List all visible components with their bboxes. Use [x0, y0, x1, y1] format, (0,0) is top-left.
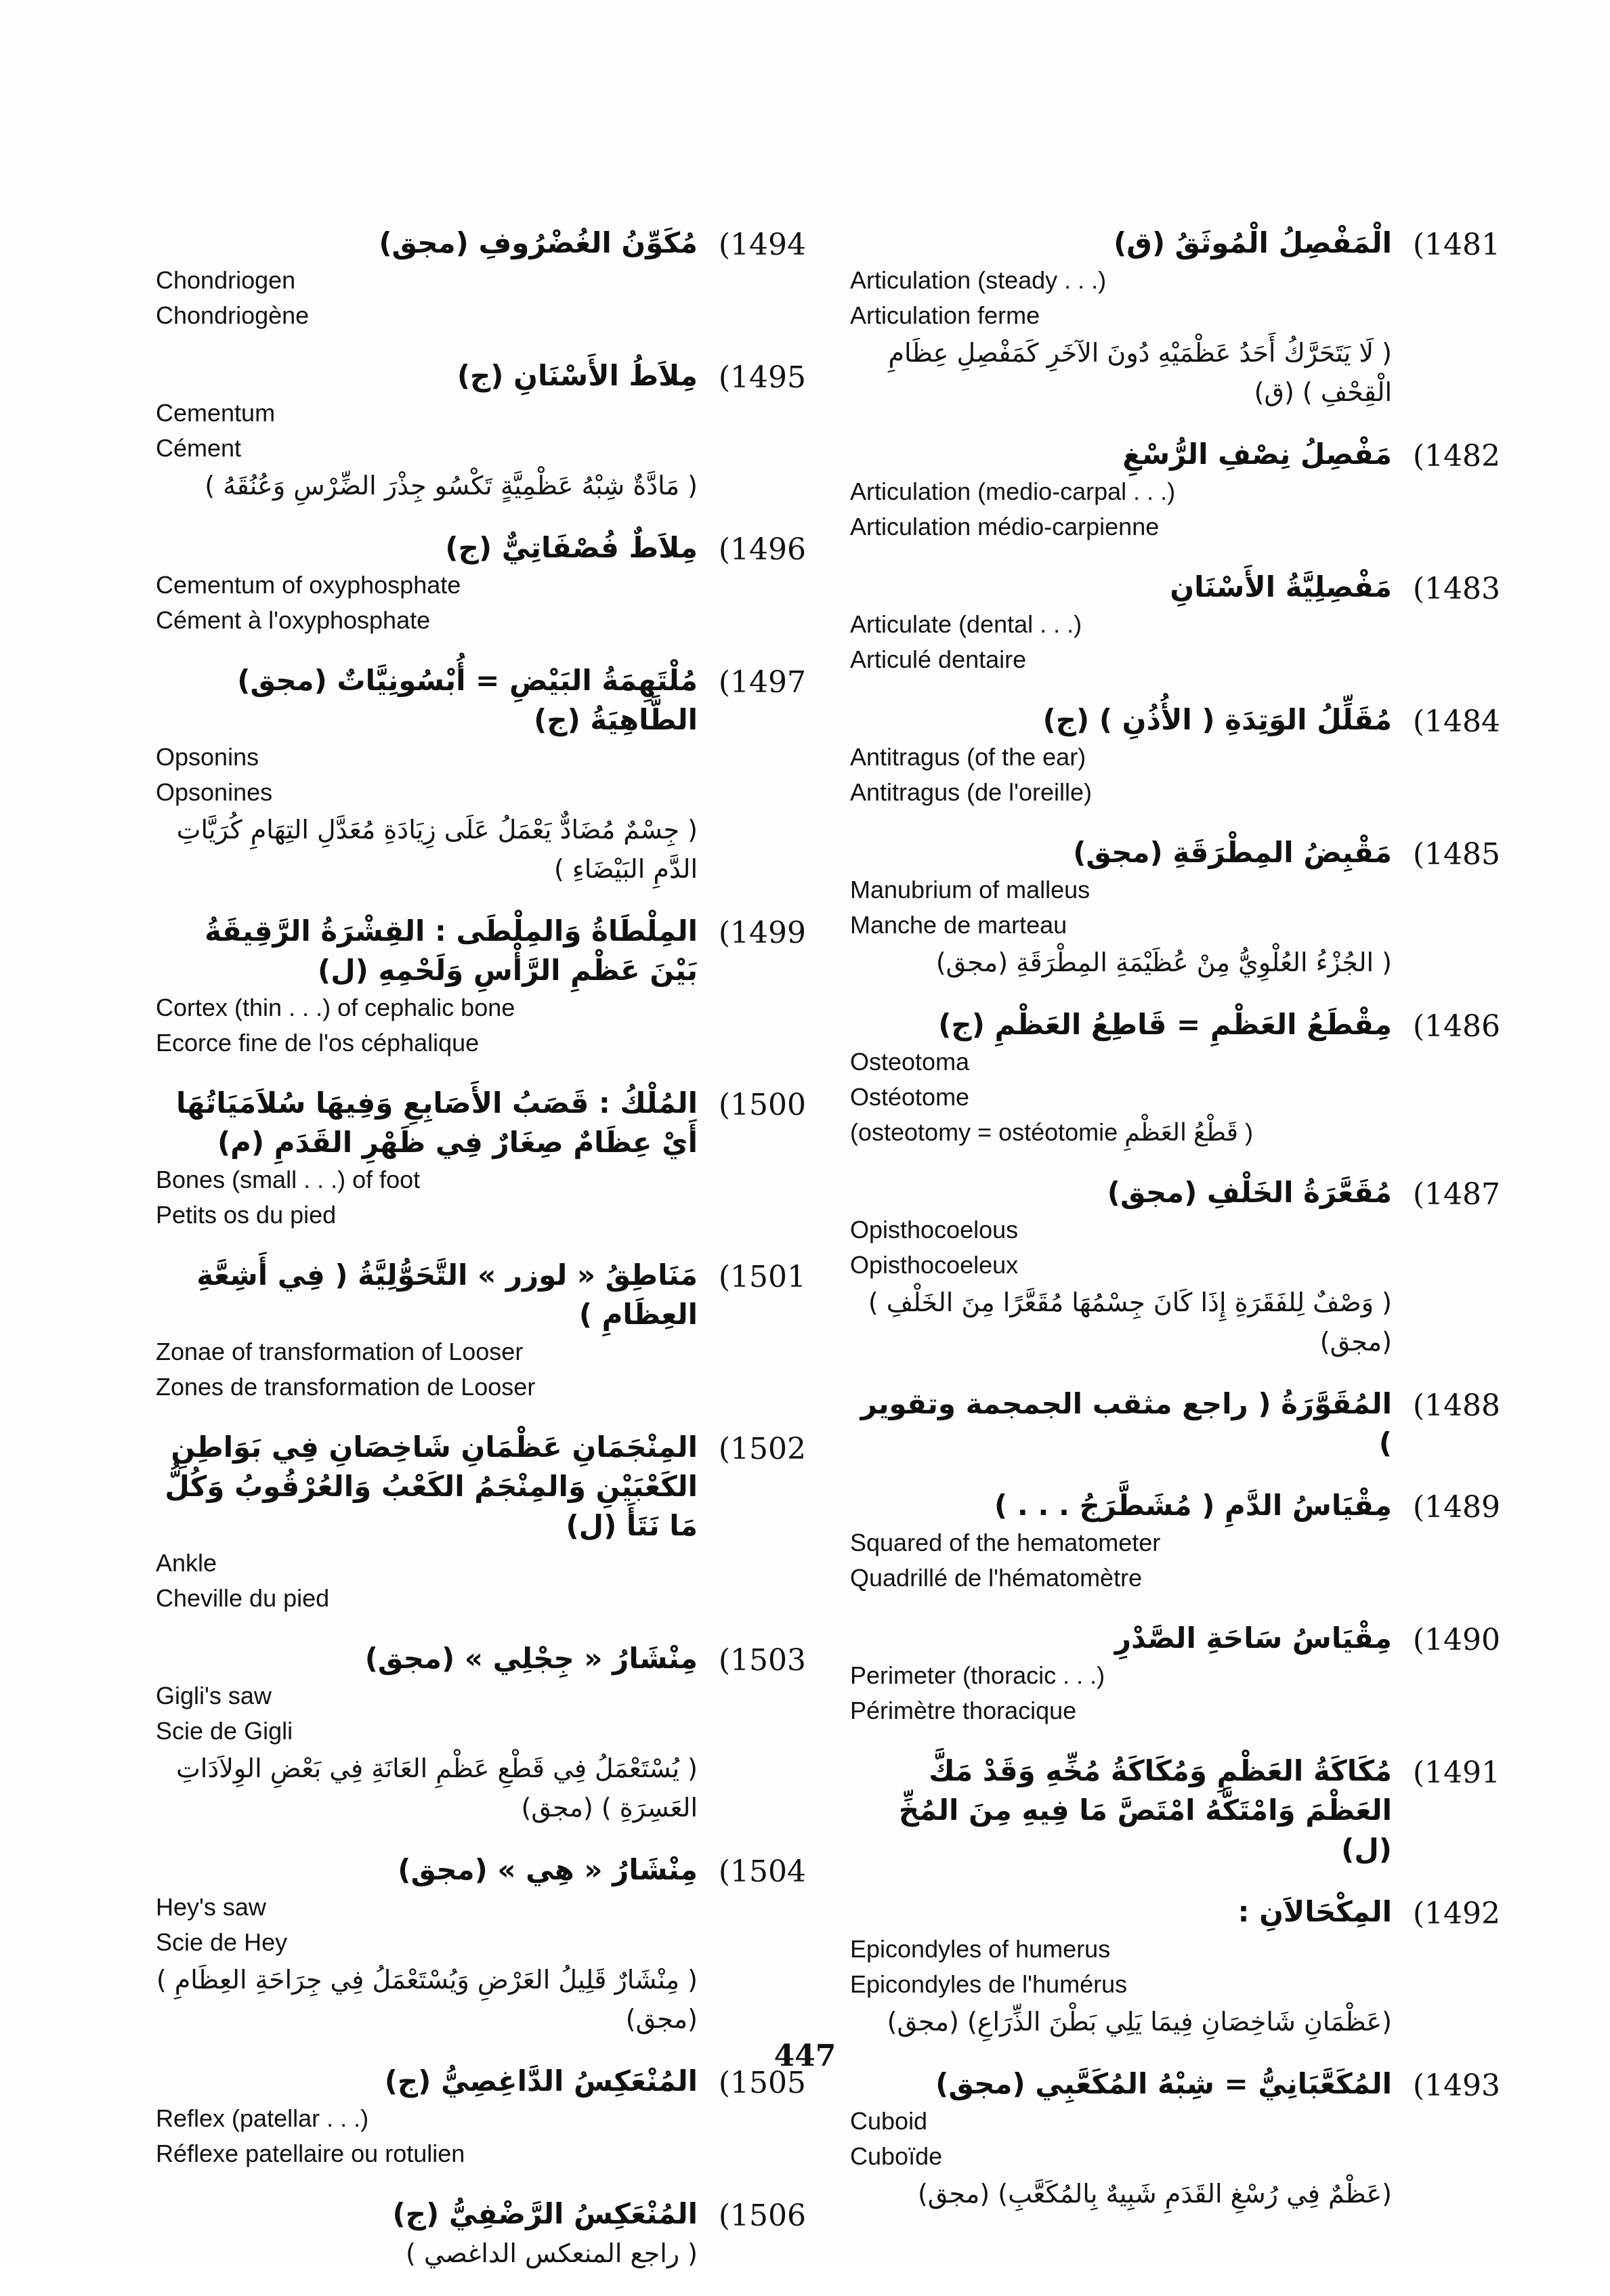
foreign-term: Quadrillé de l'hématomètre [850, 1564, 1143, 1592]
dictionary-entry [850, 1619, 1500, 1728]
dictionary-entry [156, 912, 806, 1061]
entry-body [850, 1751, 1392, 1869]
entry-number: (1494 [718, 228, 806, 262]
dictionary-entry [156, 1428, 806, 1616]
arabic-headword: مُكَوِّنُ الغُضْرُوفِ (مجق) [379, 226, 698, 259]
arabic-headword: مَفْصِلُ نِصْفِ الرُّسْغِ [1122, 438, 1392, 471]
arabic-headword: مِنْشَارُ « جِجْلِي » (مجق) [364, 1642, 698, 1675]
entry-number: (1493 [1412, 2068, 1500, 2103]
entry-body [156, 2194, 698, 2273]
foreign-term: Osteotoma [850, 1048, 970, 1076]
foreign-term: Cuboid [850, 2107, 928, 2135]
arabic-headword: المِلْطَاةُ وَالمِلْطَى : القِشْرَةُ الرَّقِيقَةُ بَيْنَ عَظْمِ الرَّأْسِ وَلَحْمِهِ (ل) [205, 914, 698, 987]
entry-body [156, 1256, 698, 1405]
arabic-definition: ( جِسْمٌ مُضَادٌّ يَعْمَلُ عَلَى زِيَادَةِ مُعَدَّلِ التِهَامِ كُرَيَّاتِ الدَّمِ البَيْضَاءِ ) [176, 815, 698, 884]
foreign-term: Epicondyles de l'humérus [850, 1970, 1128, 1998]
foreign-term: Articulation ferme [850, 301, 1040, 329]
entry-number: (1488 [1412, 1388, 1500, 1423]
entry-number: (1487 [1412, 1177, 1500, 1212]
dictionary-entry [850, 1486, 1500, 1596]
dictionary-entry [850, 224, 1500, 412]
foreign-term: Ostéotome [850, 1083, 970, 1111]
entry-body [156, 912, 698, 1061]
dictionary-entry [156, 528, 806, 638]
arabic-definition: ( يُسْتَعْمَلُ فِي قَطْعِ عَظْمِ العَانَةِ فِي بَعْضِ الوِلاَدَاتِ العَسِرَةِ ) (مجق) [175, 1753, 698, 1823]
foreign-term: Gigli's saw [156, 1682, 272, 1709]
arabic-headword: المُقَوَّرَةُ ( راجع مثقب الجمجمة وتقوير ) [860, 1387, 1392, 1460]
foreign-term: Antitragus (of the ear) [850, 743, 1086, 771]
foreign-term: Antitragus (de l'oreille) [850, 778, 1093, 806]
foreign-term: Epicondyles of humerus [850, 1935, 1111, 1963]
foreign-term: Opsonins [156, 743, 259, 771]
arabic-headword: المُكَعَّبَانِيُّ = شِبْهُ المُكَعَّبِي (مجق) [935, 2067, 1392, 2100]
entry-number: (1483 [1412, 572, 1500, 606]
entry-number: (1482 [1412, 439, 1500, 473]
arabic-headword: مِنْشَارُ « هِي » (مجق) [398, 1853, 698, 1886]
arabic-headword: المُلْكُ : قَصَبُ الأَصَابِعِ وَفِيهَا سُلاَمَيَاتُهَا أَيْ عِظَامٌ صِغَارٌ فِي ظَهْرِ القَدَمِ (م) [176, 1086, 698, 1159]
entry-body [850, 224, 1392, 412]
arabic-headword: مُلْتَهِمَةُ البَيْضِ = أُبْسُونِيَّاتٌ (مجق) الطَّاهِيَةُ (ج) [237, 664, 698, 736]
foreign-term: Scie de Gigli [156, 1717, 293, 1745]
arabic-headword: مِلاَطٌ فُصْفَاتِيٌّ (ج) [445, 531, 698, 564]
entry-body [850, 1173, 1392, 1361]
entry-body [156, 661, 698, 889]
entry-number: (1481 [1412, 228, 1500, 262]
foreign-term: Cément [156, 434, 242, 462]
arabic-headword: مَفْصِلِيَّةُ الأَسْنَانِ [1170, 570, 1392, 603]
arabic-definition: ( وَصْفٌ لِلفَقَرَةِ إِذَا كَانَ جِسْمُهَا مُقَعَّرًا مِنَ الخَلْفِ ) (مجق) [868, 1288, 1392, 1357]
dictionary-entry [850, 1384, 1500, 1463]
foreign-term: Cheville du pied [156, 1584, 330, 1612]
dictionary-entry [850, 833, 1500, 982]
arabic-definition: ( راجع المنعكس الداغصي ) [405, 2238, 698, 2268]
arabic-headword: مِلاَطُ الأَسْنَانِ (ج) [457, 359, 698, 392]
dictionary-entry [156, 1084, 806, 1233]
arabic-definition: ( الجُزْءُ العُلْوِيُّ مِنْ عُظَيْمَةِ المِطْرَقَةِ (مجق) [935, 948, 1392, 977]
foreign-term: Articulation (steady . . .) [850, 266, 1107, 294]
entry-number: (1485 [1412, 837, 1500, 872]
entry-body [850, 700, 1392, 810]
foreign-term: Articulate (dental . . .) [850, 610, 1082, 638]
arabic-definition: ( مِنْشَارٌ قَلِيلُ العَرْضِ وَيُسْتَعْمَلُ فِي جِرَاحَةِ العِظَامِ ) (مجق) [156, 1965, 698, 2034]
arabic-headword: مِقْيَاسُ الدَّمِ ( مُشَطَّرَجُ . . . ) [994, 1489, 1392, 1522]
page-number: 447 [774, 2039, 836, 2073]
entry-number: (1503 [718, 1643, 806, 1678]
foreign-term: Zones de transformation de Looser [156, 1373, 536, 1401]
foreign-term: Cortex (thin . . .) of cephalic bone [156, 994, 515, 1021]
foreign-term: (osteotomy = ostéotomie قَطْعُ العَظْمِ ) [850, 1118, 1253, 1146]
foreign-term: Opsonines [156, 778, 273, 806]
foreign-term: Articulé dentaire [850, 645, 1027, 673]
arabic-headword: المِكْحَالاَنِ : [1237, 1895, 1392, 1928]
dictionary-entry [156, 2194, 806, 2273]
entry-body [156, 1084, 698, 1233]
entry-body [850, 833, 1392, 982]
arabic-headword: مُقَلِّلُ الوَتِدَةِ ( الأُذُنِ ) (ج) [1042, 703, 1392, 736]
entry-body [156, 528, 698, 638]
entry-number: (1506 [718, 2198, 806, 2233]
entry-number: (1486 [1412, 1009, 1500, 1044]
entry-body [850, 435, 1392, 545]
foreign-term: Ankle [156, 1549, 217, 1577]
foreign-term: Reflex (patellar . . .) [156, 2104, 369, 2132]
arabic-headword: مُكَاكَةُ العَظْمِ وَمُكَاكَةُ مُخِّهِ وَقَدْ مَكَّ العَظْمَ وَامْتَكَّهُ امْتَصَّ مَا فِيهِ مِنَ المُخِّ (ل) [898, 1754, 1392, 1866]
entry-body [156, 1850, 698, 2039]
foreign-term: Manche de marteau [850, 911, 1067, 939]
dictionary-entry [850, 1005, 1500, 1150]
entry-body [850, 568, 1392, 677]
foreign-term: Chondriogen [156, 266, 296, 294]
dictionary-entry [850, 1892, 1500, 2041]
foreign-term: Articulation médio-carpienne [850, 513, 1160, 540]
entry-body [850, 1005, 1392, 1150]
entry-body [850, 1892, 1392, 2041]
arabic-headword: مَقْبِضُ المِطْرَقَةِ (مجق) [1073, 836, 1392, 869]
foreign-term: Ecorce fine de l'os céphalique [156, 1029, 480, 1057]
foreign-term: Réflexe patellaire ou rotulien [156, 2140, 465, 2167]
entry-number: (1505 [718, 2066, 806, 2100]
arabic-headword: مَنَاطِقُ « لوزر » التَّحَوُّلِيَّةُ ( فِي أَشِعَّةِ العِظَامِ ) [196, 1258, 698, 1331]
dictionary-entry [850, 1173, 1500, 1361]
entry-number: (1495 [718, 360, 806, 395]
entry-number: (1484 [1412, 704, 1500, 739]
foreign-term: Perimeter (thoracic . . .) [850, 1661, 1105, 1689]
foreign-term: Bones (small . . .) of foot [156, 1166, 421, 1193]
foreign-term: Cuboïde [850, 2142, 943, 2170]
arabic-headword: مِقْطَعُ العَظْمِ = قَاطِعُ العَظْمِ (ج) [938, 1008, 1392, 1041]
dictionary-entry [850, 568, 1500, 677]
left-column [156, 224, 806, 2296]
foreign-term: Opisthocoelous [850, 1216, 1019, 1243]
entry-number: (1502 [718, 1432, 806, 1466]
entry-number: (1497 [718, 665, 806, 700]
entry-body [850, 1486, 1392, 1596]
foreign-term: Chondriogène [156, 301, 310, 329]
foreign-term: Cementum of oxyphosphate [156, 571, 461, 599]
dictionary-entry [156, 661, 806, 889]
arabic-headword: الْمَفْصِلُ الْمُوثَقُ (ق) [1114, 226, 1392, 259]
arabic-headword: مُقَعَّرَةُ الخَلْفِ (مجق) [1107, 1176, 1392, 1209]
dictionary-entry [156, 2062, 806, 2171]
dictionary-entry [156, 1639, 806, 1827]
arabic-definition: ( لَا يَتَحَرَّكُ أَحَدُ عَظْمَيْهِ دُونَ الآخَرِ كَمَفْصِلِ عِظَامِ الْقِحْفِ ) (ق) [888, 338, 1392, 407]
dictionary-entry [850, 700, 1500, 810]
arabic-definition: (عَظْمَانِ شَاخِصَانِ فِيمَا يَلِي بَطْنَ الذِّرَاعِ) (مجق) [887, 2007, 1392, 2037]
entry-number: (1491 [1412, 1756, 1500, 1790]
foreign-term: Périmètre thoracique [850, 1697, 1077, 1724]
entry-number: (1490 [1412, 1623, 1500, 1657]
dictionary-entry [156, 356, 806, 505]
arabic-headword: المِنْجَمَانِ عَظْمَانِ شَاخِصَانِ فِي بَوَاطِنِ الكَعْبَيْنِ وَالمِنْجَمُ الكَعْبُ وَالعُرْقُوبُ وَكُلُّ مَا نَتَأَ (ل) [165, 1430, 698, 1542]
entry-number: (1496 [718, 532, 806, 567]
dictionary-entry [156, 1850, 806, 2039]
foreign-term: Zonae of transformation of Looser [156, 1338, 524, 1365]
dictionary-entry [850, 435, 1500, 545]
foreign-term: Manubrium of malleus [850, 876, 1090, 903]
entry-body [156, 224, 698, 333]
entry-number: (1500 [718, 1088, 806, 1122]
entry-body [156, 2062, 698, 2171]
dictionary-entry [156, 1256, 806, 1405]
entry-number: (1499 [718, 916, 806, 950]
foreign-term: Cementum [156, 399, 276, 427]
foreign-term: Hey's saw [156, 1893, 266, 1921]
foreign-term: Scie de Hey [156, 1928, 288, 1956]
entry-body [850, 2064, 1392, 2213]
entry-number: (1492 [1412, 1896, 1500, 1931]
foreign-term: Articulation (medio-carpal . . .) [850, 477, 1176, 505]
foreign-term: Squared of the hematometer [850, 1529, 1161, 1556]
arabic-headword: مِقْيَاسُ سَاحَةِ الصَّدْرِ [1114, 1621, 1392, 1655]
arabic-definition: ( مَادَّةٌ شِبْهُ عَظْمِيَّةٍ تَكْسُو جِذْرَ الضِّرْسِ وَعُنُقَهُ ) [205, 471, 698, 501]
arabic-headword: المُنْعَكِسُ الدَّاغِصِيُّ (ج) [384, 2064, 698, 2098]
dictionary-entry [156, 224, 806, 333]
right-column [850, 224, 1500, 2236]
dictionary-entry [850, 2064, 1500, 2213]
entry-body [156, 356, 698, 505]
arabic-definition: (عَظْمٌ فِي رُسْغِ القَدَمِ شَبِيهٌ بِالمُكَعَّبِ) (مجق) [917, 2179, 1392, 2209]
entry-number: (1501 [718, 1260, 806, 1294]
entry-body [850, 1384, 1392, 1463]
foreign-term: Opisthocoeleux [850, 1251, 1019, 1279]
entry-body [850, 1619, 1392, 1728]
dictionary-entry [850, 1751, 1500, 1869]
entry-number: (1489 [1412, 1490, 1500, 1525]
entry-body [156, 1428, 698, 1616]
foreign-term: Cément à l'oxyphosphate [156, 606, 431, 634]
arabic-headword: المُنْعَكِسُ الرَّضْفِيُّ (ج) [392, 2197, 698, 2230]
foreign-term: Petits os du pied [156, 1201, 337, 1229]
entry-number: (1504 [718, 1854, 806, 1889]
entry-body [156, 1639, 698, 1827]
